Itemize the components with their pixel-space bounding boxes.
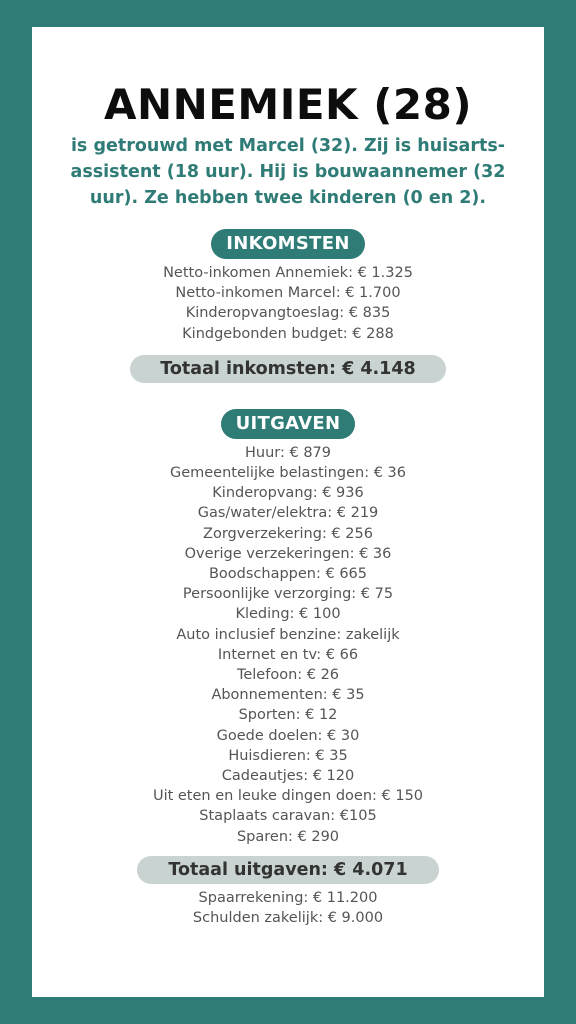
expense-item: Staplaats caravan: €105 xyxy=(199,808,377,825)
expenses-total: Totaal uitgaven: € 4.071 xyxy=(137,856,439,884)
expense-item: Huur: € 879 xyxy=(245,444,331,461)
expense-item: Sporten: € 12 xyxy=(238,707,338,724)
footer-list xyxy=(32,888,544,928)
expense-item: Boodschappen: € 665 xyxy=(208,566,368,583)
expense-item: Internet en tv: € 66 xyxy=(217,646,359,663)
income-item: Kindgebonden budget: € 288 xyxy=(182,325,394,342)
expense-item: Gas/water/elektra: € 219 xyxy=(197,505,379,522)
footer-item-savings: Spaarrekening: € 11.200 xyxy=(198,889,378,906)
expense-item: Gemeentelijke belastingen: € 36 xyxy=(169,465,406,482)
income-item: Kinderopvangtoeslag: € 835 xyxy=(185,305,391,322)
expense-item: Sparen: € 290 xyxy=(236,828,340,845)
expense-item: Kleding: € 100 xyxy=(235,606,341,623)
expense-item: Auto inclusief benzine: zakelijk xyxy=(176,626,400,643)
expense-item: Persoonlijke verzorging: € 75 xyxy=(182,586,394,603)
income-item: Netto-inkomen Marcel: € 1.700 xyxy=(175,285,401,302)
expense-item: Huisdieren: € 35 xyxy=(228,747,348,764)
expense-item: Cadeautjes: € 120 xyxy=(221,768,355,785)
income-section xyxy=(32,229,544,383)
expense-item: Telefoon: € 26 xyxy=(236,667,340,684)
income-item: Netto-inkomen Annemiek: € 1.325 xyxy=(163,265,413,281)
expense-item: Zorgverzekering: € 256 xyxy=(203,525,373,542)
income-heading: INKOMSTEN xyxy=(211,229,364,259)
expense-item: Kinderopvang: € 936 xyxy=(212,485,364,502)
budget-card xyxy=(32,27,544,997)
expenses-section xyxy=(32,409,544,884)
expenses-heading: UITGAVEN xyxy=(221,409,356,439)
income-total: Totaal inkomsten: € 4.148 xyxy=(130,355,446,383)
expense-item: Overige verzekeringen: € 36 xyxy=(184,545,392,562)
footer-item-debts: Schulden zakelijk: € 9.000 xyxy=(192,910,384,927)
expense-item: Abonnementen: € 35 xyxy=(211,687,365,704)
page-title: ANNEMIEK (28) xyxy=(103,80,473,129)
expenses-list xyxy=(32,443,544,847)
expense-item: Uit eten en leuke dingen doen: € 150 xyxy=(152,788,424,805)
expense-item: Goede doelen: € 30 xyxy=(216,727,360,744)
income-list xyxy=(32,263,544,344)
intro-text: is getrouwd met Marcel (32). Zij is huisarts-assistent (18 uur). Hij is bouwaannemer (32 uur). Ze hebben twee kinderen (0 en 2). xyxy=(70,136,506,208)
